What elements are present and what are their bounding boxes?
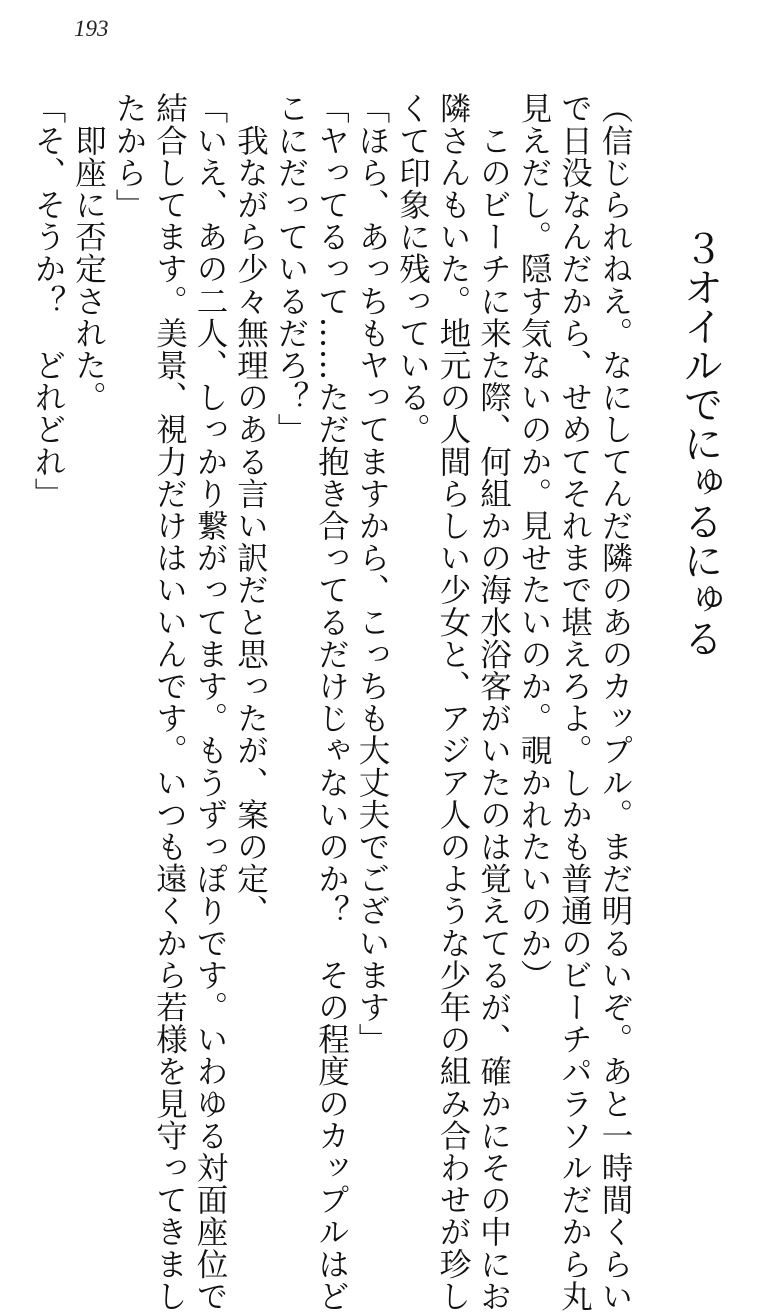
text-column: くて印象に残っている。 xyxy=(394,92,431,446)
text-column: 見えだし。隠す気ないのか。見せたいのか。覗かれたいのか） xyxy=(516,92,552,991)
body-text xyxy=(30,92,635,1312)
text-column: こにだっているだろ？」 xyxy=(273,92,309,446)
text-column: 即座に否定された。 xyxy=(70,92,107,413)
text-column: このビーチに来た際、何組かの海水浴客がいたのは覚えてるが、確かにその中にお xyxy=(475,92,512,1312)
text-column: （信じられねえ。なにしてんだ隣のあのカップル。まだ明るいぞ。あと一時間くらい xyxy=(597,92,633,1312)
text-column: 隣さんもいた。地元の人間らしい少女と、アジア人のような少年の組み合わせが珍し xyxy=(435,92,471,1312)
text-column: 「ヤってるって……ただ抱き合ってるだけじゃないのか？ その程度のカップルはど xyxy=(313,92,350,1312)
text-column: 結合してます。美景、視力だけはいいんです。いつも遠くから若様を見守ってきまし xyxy=(151,92,188,1312)
text-column: 「いえ、あの二人、しっかり繋がってます。もうずっぽりです。いわゆる対面座位で xyxy=(192,92,228,1312)
page-number: 193 xyxy=(74,16,109,41)
text-column: 「ほら、あっちもヤってますから、こっちも大丈夫でございます」 xyxy=(354,92,390,1055)
text-column: たから」 xyxy=(111,92,147,221)
text-column: 「そ、そうか？ どれどれ」 xyxy=(30,92,66,510)
text-column: で日没なんだから、せめてそれまで堪えろよ。しかも普通のビーチパラソルだから丸 xyxy=(556,92,593,1312)
text-column: 我ながら少々無理のある言い訳だと思ったが、案の定、 xyxy=(232,92,269,927)
chapter-title: ３オイルでにゅるにゅる xyxy=(677,228,723,657)
